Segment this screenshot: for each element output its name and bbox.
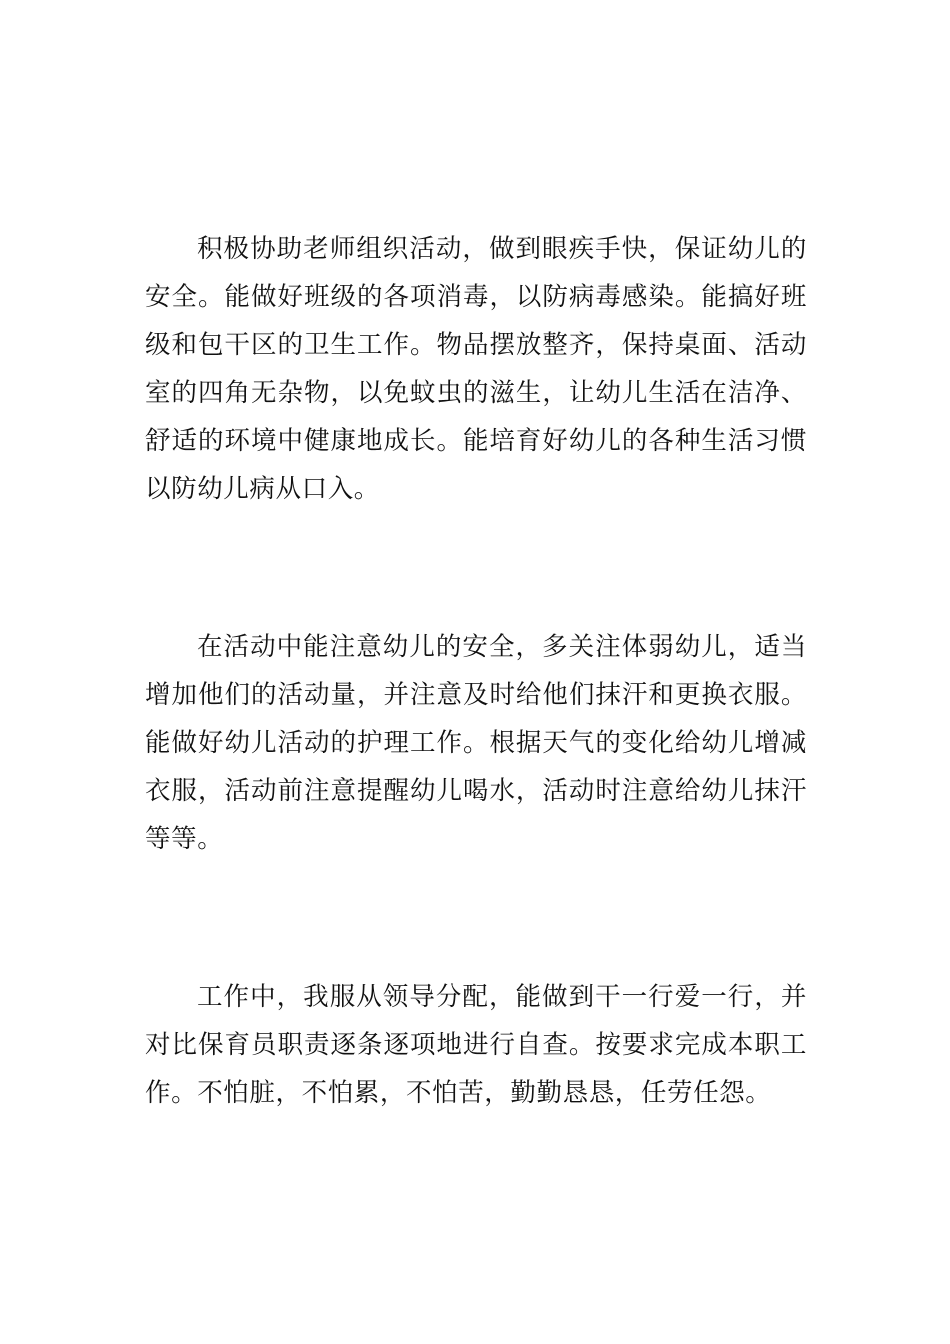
paragraph-2: 在活动中能注意幼儿的安全，多关注体弱幼儿，适当增加他们的活动量，并注意及时给他们抹汗和更换衣服。能做好幼儿活动的护理工作。根据天气的变化给幼儿增减衣服，活动前注意提醒幼儿喝水，活动时注意给幼儿抹汗等等。 — [145, 632, 807, 854]
paragraph-1: 积极协助老师组织活动，做到眼疾手快，保证幼儿的安全。能做好班级的各项消毒，以防病毒感染。能搞好班级和包干区的卫生工作。物品摆放整齐，保持桌面、活动室的四角无杂物，以免蚊虫的滋生，让幼儿生活在洁净、舒适的环境中健康地成长。能培育好幼儿的各种生活习惯以防幼儿病从口入。 — [145, 234, 807, 504]
paragraph-3: 工作中，我服从领导分配，能做到干一行爱一行，并对比保育员职责逐条逐项地进行自查。按要求完成本职工作。不怕脏，不怕累，不怕苦，勤勤恳恳，任劳任怨。 — [145, 982, 807, 1108]
